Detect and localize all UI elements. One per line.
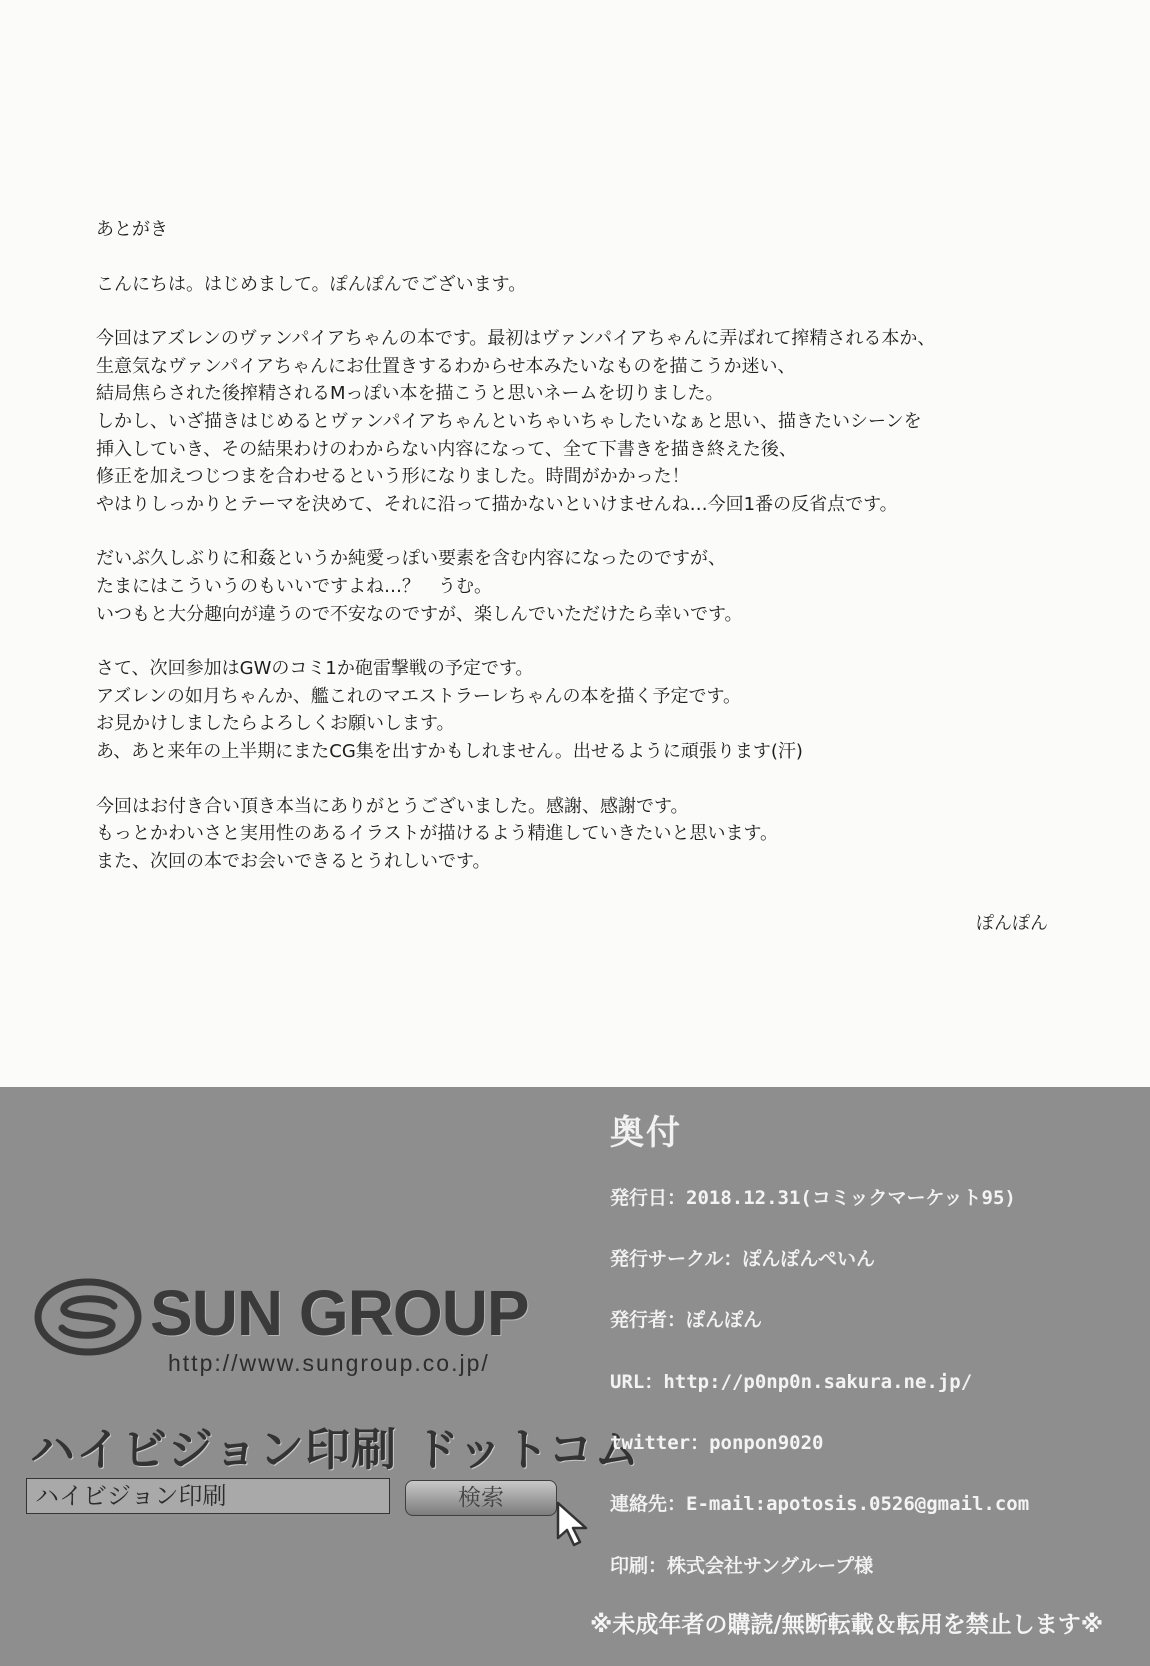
text-line: 修正を加えつじつまを合わせるという形になりました。時間がかかった！ (96, 466, 690, 488)
text-line: 生意気なヴァンパイアちゃんにお仕置きするわからせ本みたいなものを描こうか迷い、 (96, 355, 796, 377)
search-input: ハイビジョン印刷 (26, 1478, 390, 1514)
sun-group-url: http://www.sungroup.co.jp/ (168, 1350, 490, 1376)
text-line: だいぶ久しぶりに和姦というか純愛っぽい要素を含む内容になったのですが、 (96, 548, 726, 570)
text-line: 結局焦らされた後搾精されるMっぽい本を描こうと思いネームを切りました。 (96, 383, 724, 405)
greeting: こんにちは。はじめまして。ぽんぽんでございます。 (96, 273, 527, 295)
paragraph-4 (96, 793, 1066, 876)
text-line: たまにはこういうのもいいですよね…？ うむ。 (96, 575, 492, 597)
text-line: お見かけしましたらよろしくお願いします。 (96, 713, 455, 735)
publisher-name: 発行者：ぽんぽん (610, 1309, 763, 1331)
text-line: さて、次回参加はGWのコミ1か砲雷撃戦の予定です。 (96, 658, 534, 680)
text-line: アズレンの如月ちゃんか、艦これのマエストラーレちゃんの本を描く予定です。 (96, 685, 742, 707)
paragraph-3 (96, 655, 1066, 765)
paragraph-1 (96, 325, 1066, 518)
printer: 印刷：株式会社サングループ様 (610, 1555, 874, 1577)
text-line: また、次回の本でお会いできるとうれしいです。 (96, 850, 491, 872)
text-line: 今回はお付き合い頂き本当にありがとうございました。感謝、感謝です。 (96, 795, 689, 817)
text-line: いつもと大分趣向が違うので不安なのですが、楽しんでいただけたら幸いです。 (96, 603, 743, 625)
website-url: URL：http://p0np0n.sakura.ne.jp/ (610, 1371, 973, 1393)
search-button: 検索 (405, 1480, 557, 1516)
sun-group-logo-icon (34, 1278, 142, 1356)
text-line: しかし、いざ描きはじめるとヴァンパイアちゃんといちゃいちゃしたいなぁと思い、描きたいシーンを (96, 410, 922, 432)
publish-date: 発行日：2018.12.31(コミックマーケット95) (610, 1187, 1016, 1209)
sun-group-logo-text: SUN GROUP (150, 1277, 529, 1349)
author-signature: ぽんぽん (976, 913, 1048, 934)
afterword (96, 216, 1066, 902)
twitter-handle: twitter：ponpon9020 (610, 1432, 824, 1454)
contact-email: 連絡先：E-mail:apotosis.0526@gmail.com (610, 1493, 1030, 1515)
text-line: もっとかわいさと実用性のあるイラストが描けるよう精進していきたいと思います。 (96, 823, 779, 845)
paragraph-2 (96, 545, 1066, 628)
text-line: 挿入していき、その結果わけのわからない内容になって、全て下書きを描き終えた後、 (96, 438, 797, 460)
colophon-title: 奥付 (610, 1113, 682, 1153)
publisher-circle: 発行サークル：ぽんぽんぺいん (610, 1248, 876, 1270)
afterword-title: あとがき (96, 219, 168, 240)
service-name: ハイビジョン印刷 ドットコム (30, 1423, 641, 1476)
copyright-notice: ※未成年者の購読/無断転載＆転用を禁止します※ (590, 1612, 1104, 1638)
text-line: 今回はアズレンのヴァンパイアちゃんの本です。最初はヴァンパイアちゃんに弄ばれて搾精される本か、 (96, 328, 936, 350)
mouse-cursor-icon (555, 1500, 591, 1548)
text-line: やはりしっかりとテーマを決めて、それに沿って描かないといけませんね…今回1番の反省点です。 (96, 493, 898, 515)
text-line: あ、あと来年の上半期にまたCG集を出すかもしれません。出せるように頑張ります(汗) (96, 740, 803, 762)
